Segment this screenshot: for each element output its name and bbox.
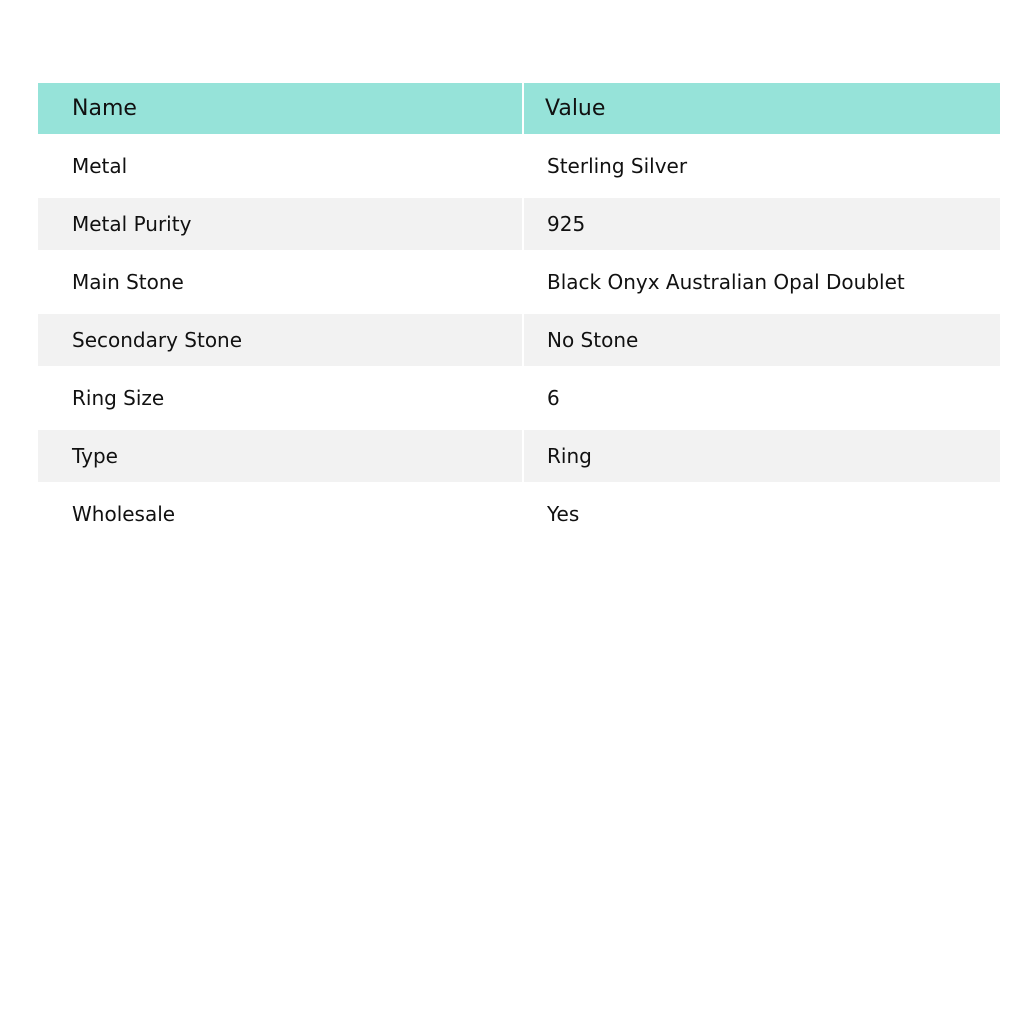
header-row — [38, 83, 1000, 134]
table-body — [38, 134, 1000, 546]
column-header-value: Value — [523, 83, 1000, 134]
row-name-cell: Type — [38, 430, 523, 482]
table-header — [38, 83, 1000, 134]
row-value-cell: No Stone — [523, 314, 1000, 366]
table-row — [38, 366, 1000, 430]
table-row — [38, 314, 1000, 366]
row-name-cell: Main Stone — [38, 250, 523, 314]
table-row — [38, 430, 1000, 482]
row-name-cell: Ring Size — [38, 366, 523, 430]
row-value-cell: Black Onyx Australian Opal Doublet — [523, 250, 1000, 314]
row-value-cell: Yes — [523, 482, 1000, 546]
row-value-cell: 925 — [523, 198, 1000, 250]
row-name-cell: Metal Purity — [38, 198, 523, 250]
column-header-name: Name — [38, 83, 523, 134]
row-value-cell: Ring — [523, 430, 1000, 482]
row-name-cell: Secondary Stone — [38, 314, 523, 366]
row-name-cell: Metal — [38, 134, 523, 198]
table-row — [38, 198, 1000, 250]
specification-table — [38, 83, 1000, 546]
table-row — [38, 482, 1000, 546]
row-value-cell: Sterling Silver — [523, 134, 1000, 198]
table-row — [38, 134, 1000, 198]
table-row — [38, 250, 1000, 314]
row-value-cell: 6 — [523, 366, 1000, 430]
row-name-cell: Wholesale — [38, 482, 523, 546]
